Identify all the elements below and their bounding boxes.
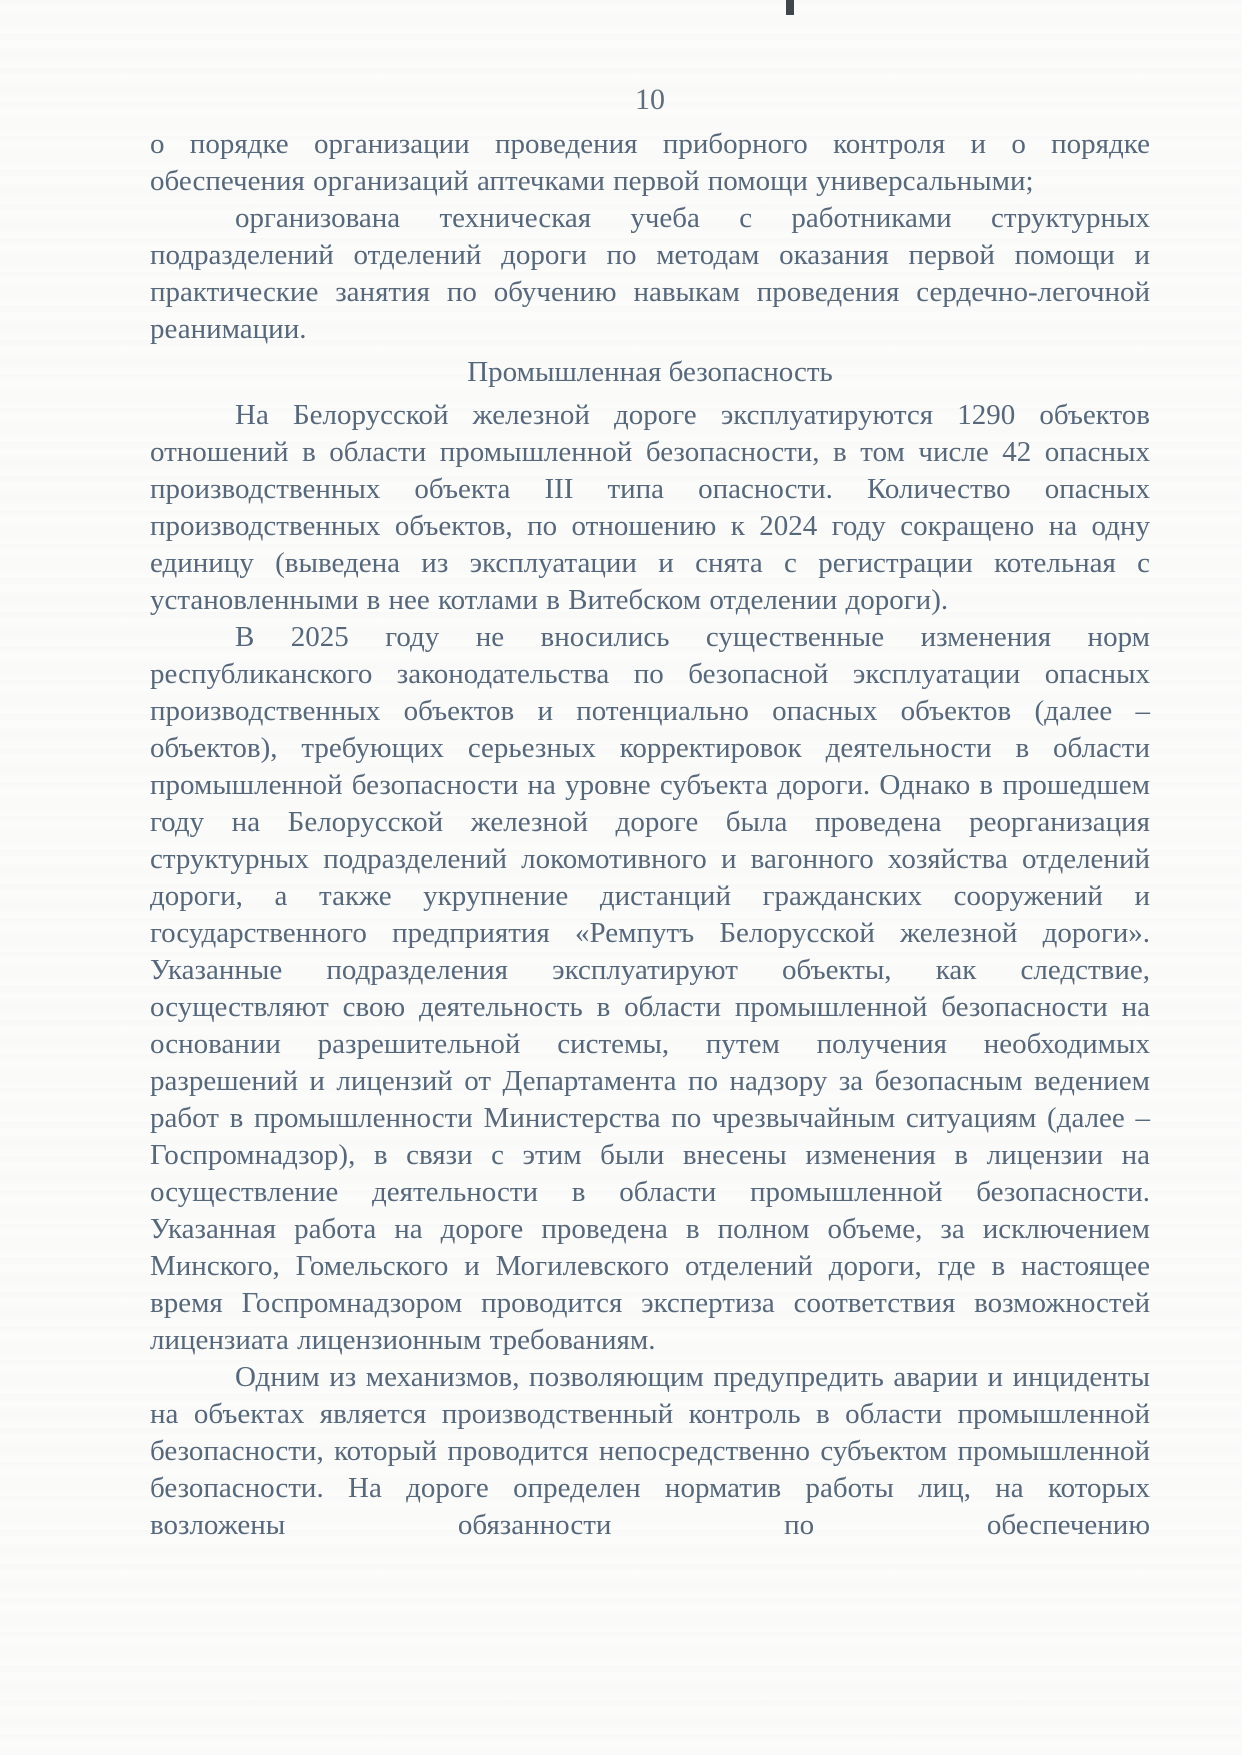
paragraph: На Белорусской железной дороге эксплуатируются 1290 объектов отношений в области промышленной безопасности, в том числе 42 опасных производственных объекта III типа опасности. Количество опасных производственных объектов, по отношению к 2024 году сокращено на одну единицу (выведена из эксплуатации и снята с регистрации котельная с установленными в нее котлами в Витебском отделении дороги). bbox=[150, 399, 1150, 616]
paragraph: В 2025 году не вносились существенные изменения норм республиканского законодательства по безопасной эксплуатации опасных производственных объектов и потенциально опасных объектов (далее – объектов), требующих серьезных корректировок деятельности в области промышленной безопасности на уровне субъекта дороги. Однако в прошедшем году на Белорусской железной дороге была проведена реорганизация структурных подразделений локомотивного и вагонного хозяйства отделений дороги, а также укрупнение дистанций гражданских сооружений и государственного предприятия «Ремпутъ Белорусской железной дороги». Указанные подразделения эксплуатируют объекты, как следствие, осуществляют свою деятельность в области промышленной безопасности на основании разрешительной системы, путем получения необходимых разрешений и лицензий от Департамента по надзору за безопасным ведением работ в промышленности Министерства по чрезвычайным ситуациям (далее – Госпромнадзор), в связи с этим были внесены изменения в лицензии на осуществление деятельности в области промышленной безопасности. Указанная работа на дороге проведена в полном объеме, за исключением Минского, Гомельского и Могилевского отделений дороги, где в настоящее время Госпромнадзором проводится экспертиза соответствия возможностей лицензиата лицензионным требованиям. bbox=[150, 621, 1150, 1356]
page-number: 10 bbox=[635, 83, 665, 116]
scan-artifact-mark bbox=[786, 0, 794, 15]
section-heading: Промышленная безопасность bbox=[467, 356, 833, 388]
paragraph: организована техническая учеба с работниками структурных подразделений отделений дороги по методам оказания первой помощи и практические занятия по обучению навыкам проведения сердечно-легочной реанимации. bbox=[150, 202, 1150, 345]
paragraph: Одним из механизмов, позволяющим предупредить аварии и инциденты на объектах является производственный контроль в области промышленной безопасности, который проводится непосредственно субъектом промышленной безопасности. На дороге определен норматив работы лиц, на которых возложены обязанности по обеспечению bbox=[150, 1361, 1150, 1541]
paragraph-continuation: о порядке организации проведения приборного контроля и о порядке обеспечения организаций аптечками первой помощи универсальными; bbox=[150, 128, 1150, 197]
page-body-text bbox=[150, 126, 1150, 1544]
